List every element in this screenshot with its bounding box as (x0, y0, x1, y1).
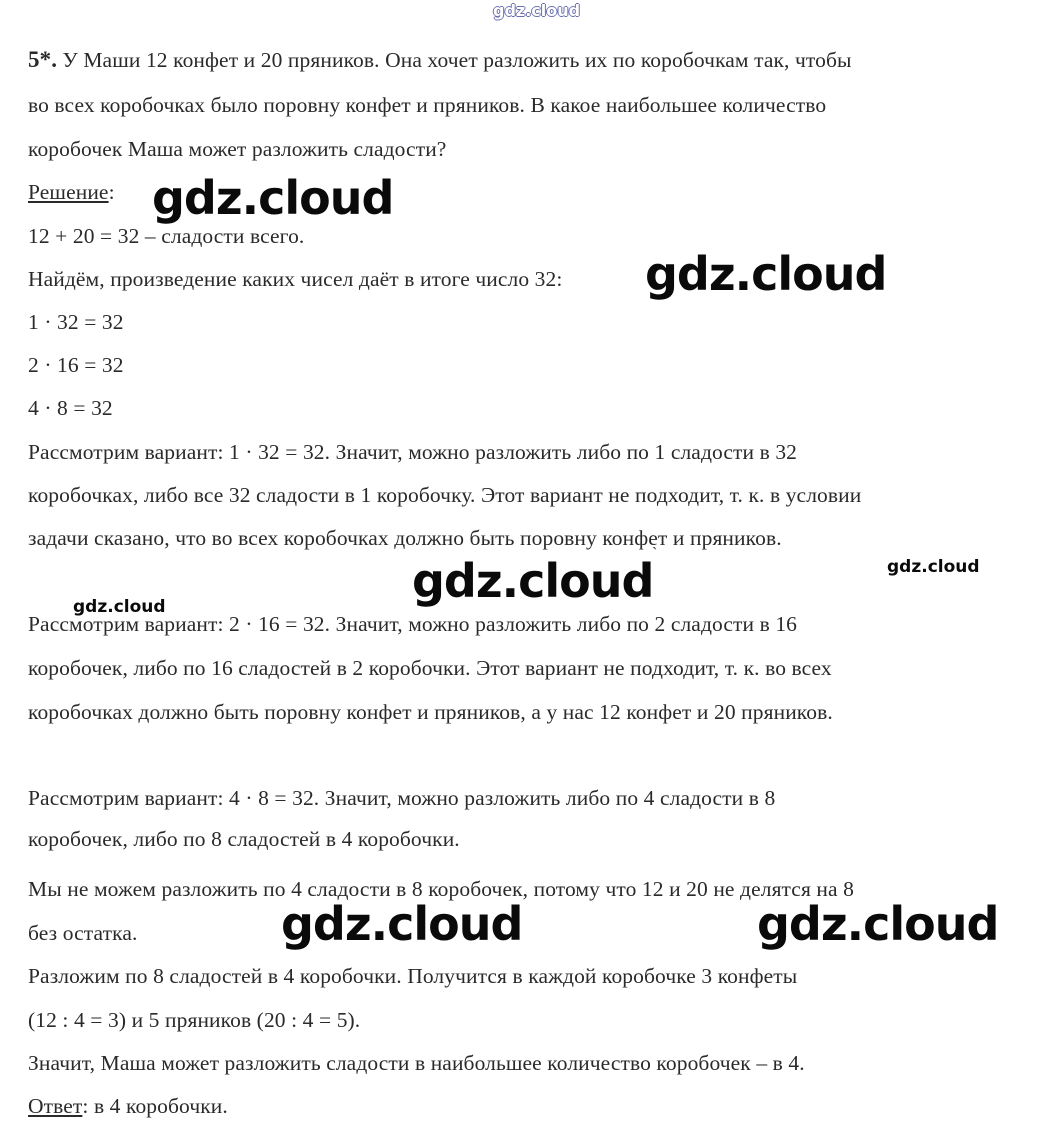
solution-line-1: 12 + 20 = 32 – сладости всего. (28, 224, 305, 248)
solution-line-18: Значит, Маша может разложить сладости в наибольшее количество коробочек – в 4. (28, 1051, 805, 1075)
watermark-top: gdz.cloud (493, 1, 581, 20)
solution-line-17: (12 : 4 = 3) и 5 пряников (20 : 4 = 5). (28, 1008, 361, 1032)
solution-line-3: 1 · 32 = 32 (28, 310, 124, 334)
solution-line-13: коробочек, либо по 8 сладостей в 4 коробочки. (28, 827, 460, 851)
solution-line-12: Рассмотрим вариант: 4 · 8 = 32. Значит, можно разложить либо по 4 сладости в 8 (28, 786, 776, 810)
solution-line-7: коробочках, либо все 32 сладости в 1 коробочку. Этот вариант не подходит, т. к. в условии (28, 483, 862, 507)
watermark-1: gdz.cloud (152, 171, 394, 225)
solution-line-14: Мы не можем разложить по 4 сладости в 8 коробочек, потому что 12 и 20 не делятся на 8 (28, 877, 854, 901)
task-line-1 (28, 46, 852, 74)
watermark-5: gdz.cloud (73, 597, 166, 617)
watermark-2: gdz.cloud (645, 247, 887, 301)
solution-line-15: без остатка. (28, 921, 138, 945)
solution-line-9: Рассмотрим вариант: 2 · 16 = 32. Значит, можно разложить либо по 2 сладости в 16 (28, 612, 798, 636)
watermark-7: gdz.cloud (757, 897, 999, 951)
solution-line-4: 2 · 16 = 32 (28, 353, 124, 377)
solution-line-2: Найдём, произведение каких чисел даёт в итоге число 32: (28, 267, 563, 291)
solution-line-10: коробочек, либо по 16 сладостей в 2 коробочки. Этот вариант не подходит, т. к. во всех (28, 656, 832, 680)
task-number: 5*. (28, 47, 58, 72)
solution-colon: : (108, 180, 115, 204)
solution-label: Решение (28, 180, 109, 204)
answer-line (28, 1092, 228, 1120)
stray-mark: ` (652, 545, 658, 562)
solution-line-5: 4 · 8 = 32 (28, 396, 113, 420)
solution-line-8: задачи сказано, что во всех коробочках должно быть поровну конфет и пряников. (28, 526, 782, 550)
answer-label: Ответ (28, 1094, 83, 1118)
task-line-3: коробочек Маша может разложить сладости? (28, 137, 447, 161)
solution-heading (28, 178, 115, 206)
task-text-1: У Маши 12 конфет и 20 пряников. Она хочет разложить их по коробочкам так, чтобы (62, 48, 852, 72)
watermark-4: gdz.cloud (887, 557, 980, 577)
watermark-6: gdz.cloud (281, 897, 523, 951)
solution-line-11: коробочках должно быть поровну конфет и пряников, а у нас 12 конфет и 20 пряников. (28, 700, 833, 724)
answer-text: : в 4 коробочки. (82, 1094, 228, 1118)
solution-line-6: Рассмотрим вариант: 1 · 32 = 32. Значит, можно разложить либо по 1 сладости в 32 (28, 440, 798, 464)
task-line-2: во всех коробочках было поровну конфет и пряников. В какое наибольшее количество (28, 93, 827, 117)
watermark-3: gdz.cloud (412, 554, 654, 608)
solution-line-16: Разложим по 8 сладостей в 4 коробочки. Получится в каждой коробочке 3 конфеты (28, 964, 798, 988)
